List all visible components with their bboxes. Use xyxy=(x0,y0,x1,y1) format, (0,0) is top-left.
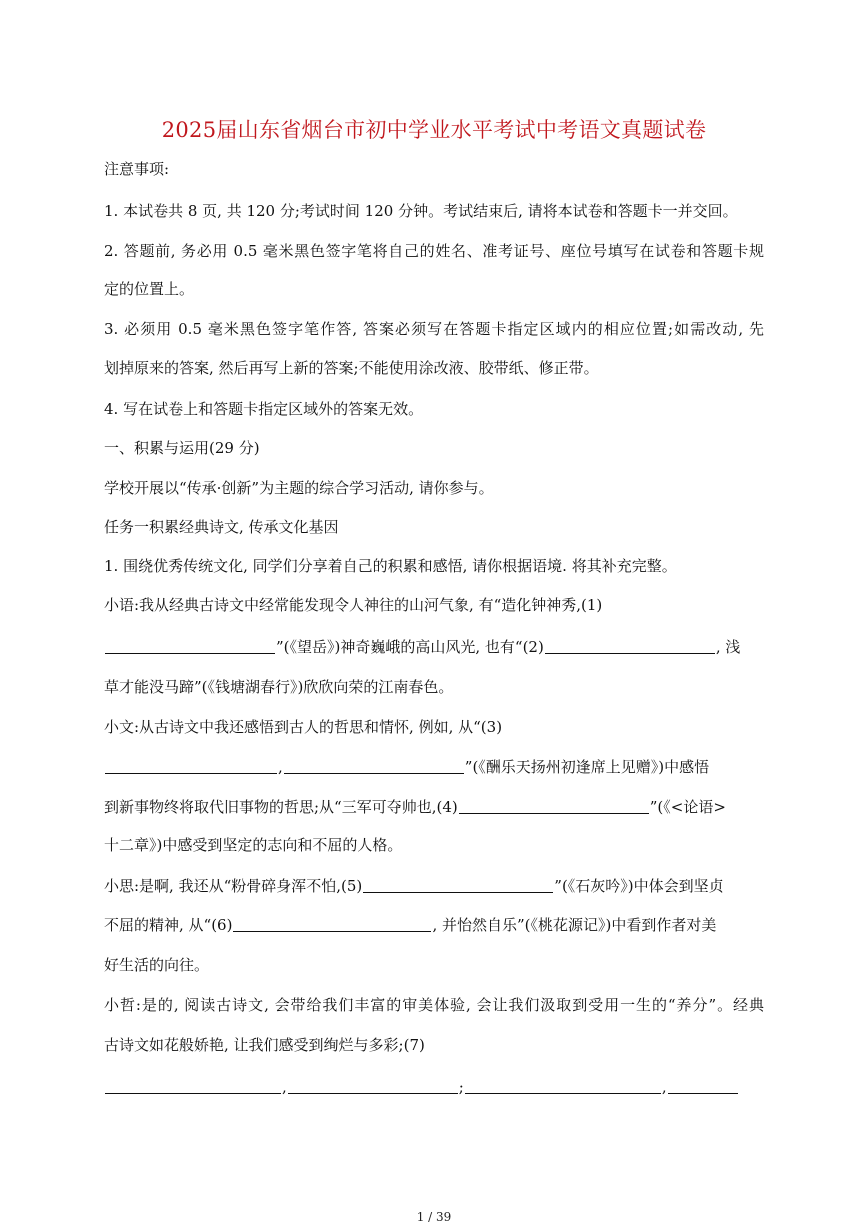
text-fragment: , xyxy=(661,1078,667,1096)
notice-item-3-line-2: 划掉原来的答案, 然后再写上新的答案;不能使用涂改液、胶带纸、修正带。 xyxy=(104,359,599,377)
xiaoyu-line-2 xyxy=(104,636,764,658)
xiaowen-line-1: 小文:从古诗文中我还感悟到古人的哲思和情怀, 例如, 从“(3) xyxy=(104,718,503,736)
answer-blank-6[interactable] xyxy=(233,915,431,932)
answer-blank-5[interactable] xyxy=(363,876,553,893)
text-fragment: , 浅 xyxy=(715,638,741,656)
task-heading: 任务一积累经典诗文, 传承文化基因 xyxy=(104,518,339,536)
notice-item-2-line-1: 2. 答题前, 务必用 0.5 毫米黑色签字笔将自己的姓名、准考证号、座位号填写在试卷和答题卡规 xyxy=(104,242,764,260)
xiaoyu-line-1: 小语:我从经典古诗文中经常能发现令人神往的山河气象, 有“造化钟神秀,(1) xyxy=(104,596,603,614)
text-fragment: ”(《望岳》)神奇巍峨的高山风光, 也有“(2) xyxy=(276,638,544,656)
section-heading: 一、积累与运用(29 分) xyxy=(104,439,260,457)
text-fragment: , xyxy=(278,758,283,776)
xiaowen-line-2 xyxy=(104,756,764,778)
answer-blank-7b[interactable] xyxy=(288,1077,458,1094)
answer-blank-3a[interactable] xyxy=(105,757,277,774)
answer-blank-2[interactable] xyxy=(545,637,715,654)
xiaosi-line-2 xyxy=(104,914,764,936)
xiaozhe-line-3 xyxy=(104,1076,764,1098)
xiaosi-line-3: 好生活的向往。 xyxy=(104,956,210,974)
text-fragment: , 并怡然自乐”(《桃花源记》)中看到作者对美 xyxy=(432,916,717,934)
notice-heading: 注意事项: xyxy=(104,160,170,178)
answer-blank-7d[interactable] xyxy=(668,1077,738,1094)
text-fragment: , xyxy=(282,1078,287,1096)
notice-item-1: 1. 本试卷共 8 页, 共 120 分;考试时间 120 分钟。考试结束后, 请将本试卷和答题卡一并交回。 xyxy=(104,202,738,220)
notice-item-3-line-1: 3. 必须用 0.5 毫米黑色签字笔作答, 答案必须写在答题卡指定区域内的相应位置;如需改动, 先 xyxy=(104,320,764,338)
notice-item-4: 4. 写在试卷上和答题卡指定区域外的答案无效。 xyxy=(104,400,424,418)
section-intro: 学校开展以“传承·创新”为主题的综合学习活动, 请你参与。 xyxy=(104,479,494,497)
text-fragment: ”(《酬乐天扬州初逢席上见赠》)中感悟 xyxy=(464,758,710,776)
xiaozhe-line-1: 小哲:是的, 阅读古诗文, 会带给我们丰富的审美体验, 会让我们汲取到受用一生的“养分”。经典 xyxy=(104,996,764,1014)
text-fragment: ”(《石灰吟》)中体会到坚贞 xyxy=(554,877,724,895)
xiaozhe-line-2: 古诗文如花般娇艳, 让我们感受到绚烂与多彩;(7) xyxy=(104,1036,425,1054)
xiaowen-line-4: 十二章》)中感受到坚定的志向和不屈的人格。 xyxy=(104,836,403,854)
answer-blank-1[interactable] xyxy=(105,637,275,654)
xiaoyu-line-3: 草才能没马蹄”(《钱塘湖春行》)欣欣向荣的江南春色。 xyxy=(104,678,454,696)
text-fragment: ”(《<论语> xyxy=(649,798,726,816)
answer-blank-7c[interactable] xyxy=(465,1077,661,1094)
text-fragment: 不屈的精神, 从“(6) xyxy=(104,916,233,934)
answer-blank-3b[interactable] xyxy=(284,757,464,774)
text-fragment: 到新事物终将取代旧事物的哲思;从“三军可夺帅也,(4) xyxy=(104,798,458,816)
page-number: 1 / 39 xyxy=(416,1210,452,1224)
text-fragment: 小思:是啊, 我还从“粉骨碎身浑不怕,(5) xyxy=(104,877,363,895)
text-fragment: ; xyxy=(458,1078,464,1096)
question-1-prompt: 1. 围绕优秀传统文化, 同学们分享着自己的积累和感悟, 请你根据语境. 将其补充完整。 xyxy=(104,557,677,575)
xiaowen-line-3 xyxy=(104,796,764,818)
page-title: 2025届山东省烟台市初中学业水平考试中考语文真题试卷 xyxy=(161,118,707,142)
xiaosi-line-1 xyxy=(104,875,764,897)
notice-item-2-line-2: 定的位置上。 xyxy=(104,280,195,298)
answer-blank-7a[interactable] xyxy=(105,1077,281,1094)
answer-blank-4[interactable] xyxy=(459,797,649,814)
